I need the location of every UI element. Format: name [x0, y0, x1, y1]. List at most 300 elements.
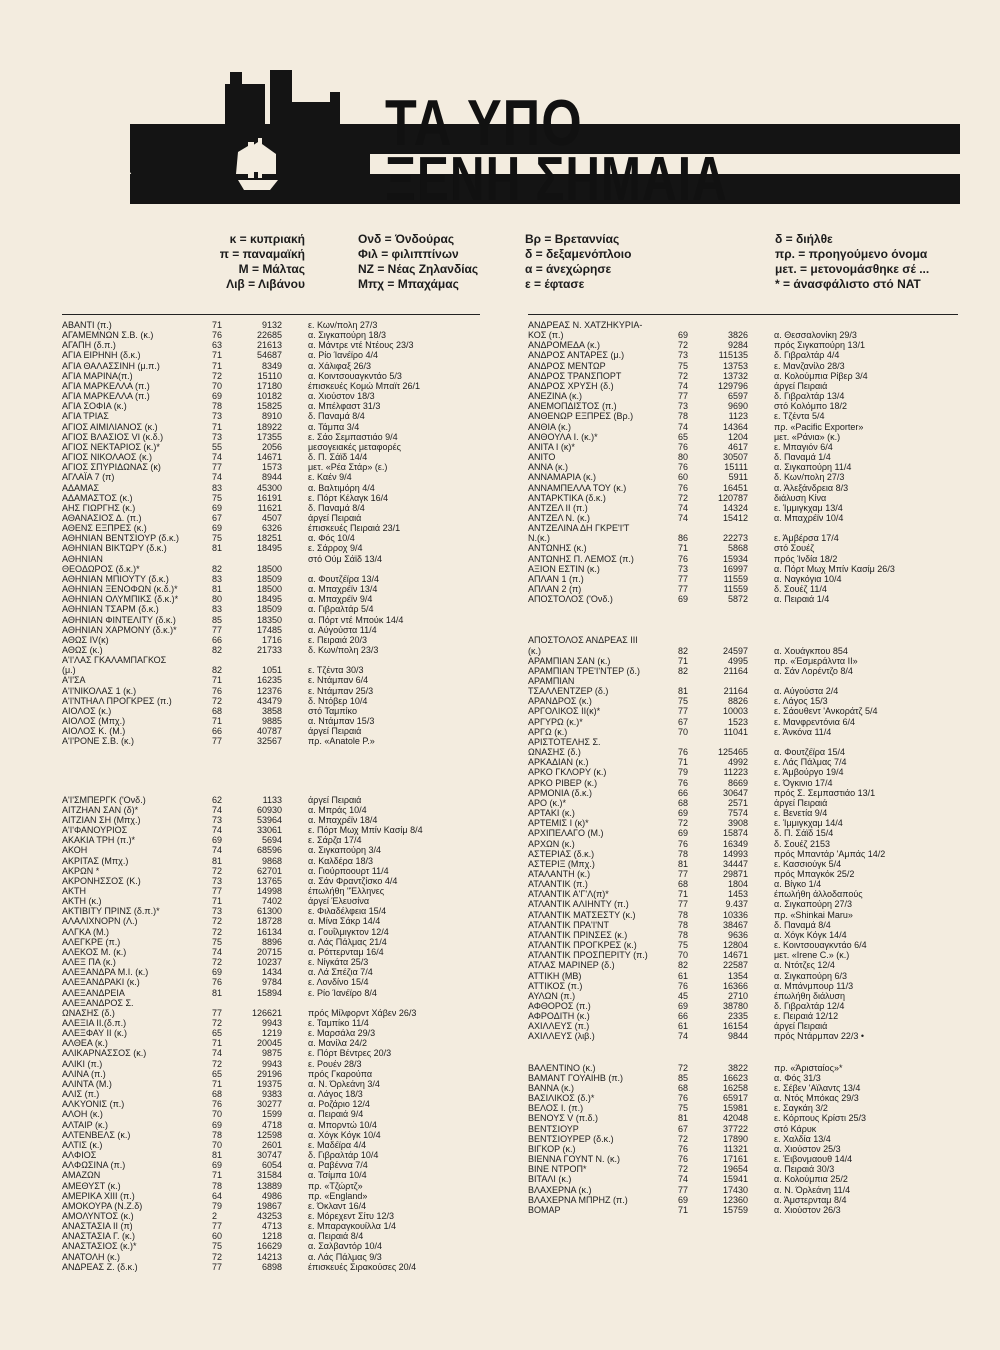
- ship-status: δ. Γιβραλτάρ 10/4: [308, 1150, 379, 1161]
- spacer: [282, 625, 308, 635]
- ship-row: [62, 554, 498, 564]
- spacer: [282, 1059, 308, 1069]
- ship-tonnage: 17485: [256, 624, 282, 635]
- ship-row: [62, 1059, 498, 1069]
- spacer: [282, 726, 308, 736]
- ship-name: ΑΝΔΡΟΣ ΤΡΑΝΣΠΟΡΤ: [528, 370, 622, 381]
- ship-status: ε. Τζέντα 5/4: [774, 411, 825, 422]
- ship-name: ΑΞΙΟΝ ΕΣΤΙΝ (κ.): [528, 563, 600, 574]
- ship-name: Α'Ι'ΝΤΗΑΛ ΠΡΟΓΚΡΕΣ (π.): [62, 695, 172, 706]
- ship-name: ΑΛΓΚΑ (Μ.): [62, 926, 109, 937]
- ship-name: ΑΓΑΠΗ (δ.π.): [62, 340, 116, 351]
- ship-name: ΑΚΤΗ (κ.): [62, 896, 102, 907]
- ship-tonnage: 12804: [722, 940, 748, 951]
- ship-status: α. Πειραιά 1/4: [774, 594, 830, 605]
- ship-tonnage: 129796: [717, 380, 748, 391]
- ship-name: ΑΡΤΑΚΙ (κ.): [528, 808, 575, 819]
- ship-status: πρός Ντάρμπαν 22/3 •: [774, 1031, 865, 1042]
- ship-row: [62, 675, 498, 685]
- ship-status: έπισκευές Πειραιά 23/1: [308, 523, 401, 534]
- ship-name: ΑΝΙΤΟ: [528, 452, 556, 463]
- ship-year: 60: [678, 472, 689, 483]
- ship-row: [528, 1164, 964, 1174]
- ship-name: Α'Ι'ΣΜΠΕΡΓΚ ('Ονδ.): [62, 794, 146, 805]
- ship-name: ΑΚΡΟΝΗΣΣΟΣ (Κ.): [62, 875, 141, 886]
- spacer: [282, 1221, 308, 1231]
- ship-year: 71: [678, 1204, 689, 1215]
- ship-status: α. Μπαχρέϊν 10/4: [774, 512, 844, 523]
- spacer: [282, 886, 308, 896]
- spacer: [282, 906, 308, 916]
- ship-tonnage: 32567: [256, 736, 282, 747]
- ship-tonnage: 12360: [722, 1194, 748, 1205]
- spacer: [282, 1120, 308, 1130]
- ship-tonnage: 68596: [256, 845, 282, 856]
- ship-status: ε. Νίγκάτα 25/3: [308, 957, 369, 968]
- ship-name: ΑΛΕΞΑΝΔΡΑΚΙ (κ.): [62, 977, 140, 988]
- spacer: [748, 1073, 774, 1083]
- ship-name: ΑΛΚΥΟΝΙΣ (π.): [62, 1099, 125, 1110]
- spacer: [748, 391, 774, 401]
- ship-row: [62, 1048, 498, 1058]
- spacer: [748, 1174, 774, 1184]
- spacer: [282, 472, 308, 482]
- ship-status: άργεί Πειραιά: [308, 512, 362, 523]
- ship-year: [212, 655, 238, 665]
- ship-row: [62, 815, 498, 825]
- ship-year: 78: [678, 929, 689, 940]
- ship-year: 66: [212, 634, 223, 645]
- spacer: [748, 1083, 774, 1093]
- ship-row: [62, 1130, 498, 1140]
- spacer: [748, 462, 774, 472]
- spacer: [748, 828, 774, 838]
- spacer: [748, 767, 774, 777]
- ship-tonnage: 13765: [256, 875, 282, 886]
- ship-row: [528, 1093, 964, 1103]
- ship-year: 66: [212, 726, 223, 737]
- spacer: [748, 350, 774, 360]
- ship-name: ΒΙΕΝΝΑ ΓΟΥΝΤ Ν. (κ.): [528, 1154, 621, 1165]
- ship-name: ΑΝΑΣΤΑΣΙΑ Γ. (κ.): [62, 1231, 135, 1242]
- ship-tonnage: 6898: [261, 1261, 282, 1272]
- legend-item: μετ. = μετονομάσθηκε σέ ...: [775, 262, 930, 276]
- ship-row: [62, 432, 498, 442]
- ship-year: 80: [678, 452, 689, 463]
- ship-row: [62, 1241, 498, 1251]
- ship-row: [62, 1008, 498, 1018]
- ship-status: δ. Γιβραλτάρ 13/4: [774, 391, 845, 402]
- ship-name: ΑΤΛΑΝΤΙΚ ΠΡΟΣΠΕΡΙΤΥ (π.): [528, 950, 648, 961]
- ship-tonnage: 4713: [261, 1221, 282, 1232]
- ship-status: α. Πειραιά 30/3: [774, 1164, 835, 1175]
- spacer: [748, 910, 774, 920]
- ship-row: [528, 472, 964, 482]
- ship-name: ΑΜΑΖΩΝ: [62, 1170, 101, 1181]
- ship-row: [528, 808, 964, 818]
- spacer: [748, 472, 774, 482]
- spacer: [282, 604, 308, 614]
- spacer: [748, 666, 774, 676]
- ship-tonnage: 12376: [256, 685, 282, 696]
- ship-row: [62, 483, 498, 493]
- ship-row: [62, 1160, 498, 1170]
- ship-row: [528, 564, 964, 574]
- ship-row: [62, 886, 498, 896]
- ship-name: ΑΚΟΗ: [62, 845, 88, 856]
- ship-tonnage: 1133: [262, 794, 282, 805]
- ship-tonnage: 1804: [727, 879, 748, 890]
- ship-status: α. Ν. Όρλεάνη 3/4: [308, 1078, 380, 1089]
- ship-name: ΑΚΤΙΒΙΤΥ ΠΡΙΝΣ (δ.π.)*: [62, 906, 160, 917]
- ship-status: α. Μπαχρέϊν 18/4: [308, 814, 378, 825]
- ship-tonnage: 30747: [256, 1150, 282, 1161]
- ship-row: [528, 594, 964, 604]
- ship-status: [774, 635, 964, 645]
- ship-tonnage: [704, 635, 748, 645]
- ship-status: α. Σάν Φραντζίσκο 4/4: [308, 875, 398, 886]
- spacer: [282, 462, 308, 472]
- ship-status: α. Ντάμπαν 15/3: [308, 716, 375, 727]
- ship-row: [62, 452, 498, 462]
- ship-row: [528, 798, 964, 808]
- ship-year: 77: [212, 1007, 223, 1018]
- spacer: [282, 1109, 308, 1119]
- ship-name: ΑΝΤΩΝΗΣ Π. ΛΕΜΟΣ (π.): [528, 553, 634, 564]
- ship-row: [62, 462, 498, 472]
- spacer: [282, 1201, 308, 1211]
- ship-tonnage: 18251: [256, 533, 282, 544]
- ship-year: 83: [212, 573, 223, 584]
- ship-year: 71: [678, 757, 689, 768]
- ship-year: 76: [678, 980, 689, 991]
- ship-tonnage: 38467: [722, 919, 748, 930]
- ship-year: 69: [212, 502, 223, 513]
- spacer: [748, 411, 774, 421]
- ship-name: ΑΚΑΚΙΑ ΤΡΗ (π.)*: [62, 835, 136, 846]
- spacer: [282, 533, 308, 543]
- ship-status: δ. Σουέζ 11/4: [774, 584, 827, 595]
- ship-tonnage: 8896: [261, 936, 282, 947]
- ship-block: [62, 320, 498, 747]
- ship-row: [528, 1113, 964, 1123]
- ship-year: 74: [212, 825, 223, 836]
- ship-year: 75: [212, 492, 223, 503]
- ship-name: ΑΜΟΛΥΝΤΟΣ (κ.): [62, 1210, 134, 1221]
- ship-name: ΘΕΟΔΩΡΟΣ (δ.κ.)*: [62, 563, 140, 574]
- ship-row: [528, 889, 964, 899]
- ship-name: ΑΡΚΟ ΡΙΒΕΡ (κ.): [528, 777, 598, 788]
- ship-name: ΑΛΤΙΣ (κ.): [62, 1139, 103, 1150]
- spacer: [748, 960, 774, 970]
- ship-name: ΑΙΟΛΟΣ (Μπχ.): [62, 716, 126, 727]
- ship-name: ΒΑΜΑΝΤ ΓΟΥΑΙΗΒ (π.): [528, 1072, 624, 1083]
- spacer: [748, 839, 774, 849]
- ship-name: ΑΓΙΑ ΤΡΙΑΣ: [62, 411, 109, 422]
- ship-status: δ. Κων/πολη 23/3: [308, 645, 379, 655]
- ship-status: α. Βαλτιμόρη 4/4: [308, 482, 375, 493]
- ship-status: ε. Μπαραγκουίλλα 1/4: [308, 1221, 397, 1232]
- ship-name: ΑΝΕΖΙΝΑ (κ.): [528, 391, 583, 402]
- ship-row: [62, 523, 498, 533]
- ship-status: α. Σιγκαπούρη 6/3: [774, 970, 848, 981]
- ship-tonnage: 16235: [256, 675, 282, 686]
- ship-year: 81: [212, 855, 223, 866]
- ship-tonnage: 17890: [722, 1133, 748, 1144]
- ship-tonnage: [704, 523, 748, 533]
- ship-status: στό Ούμ Σάϊδ 13/4: [308, 553, 383, 564]
- ship-row: [62, 1231, 498, 1241]
- ship-year: 72: [212, 1058, 223, 1069]
- ship-status: α. Σάν Λορέντζο 8/4: [774, 665, 853, 676]
- spacer: [282, 1262, 308, 1272]
- ship-year: 68: [678, 797, 689, 808]
- ship-year: 81: [678, 1113, 689, 1124]
- ship-status: [774, 676, 964, 686]
- ship-tonnage: 37722: [722, 1123, 748, 1134]
- spacer: [282, 795, 308, 805]
- ship-year: 77: [212, 462, 223, 473]
- ship-status: α. Τσίμπα 10/4: [308, 1170, 367, 1181]
- ship-year: 74: [212, 946, 223, 957]
- ship-year: 76: [678, 1154, 689, 1165]
- ship-name: ΑΘΗΝΙΑΝ: [62, 553, 103, 564]
- ship-row: [62, 686, 498, 696]
- ship-year: 63: [212, 340, 223, 351]
- ship-row: [62, 594, 498, 604]
- ship-tonnage: 24597: [722, 645, 748, 656]
- ship-row: [62, 977, 498, 987]
- ship-tonnage: 6597: [727, 391, 748, 402]
- ship-status: άργεί Πειραιά: [774, 380, 828, 391]
- spacer: [748, 778, 774, 788]
- ship-status: α. Ρίο Ίανέϊρο 4/4: [308, 350, 379, 361]
- ship-year: 81: [212, 584, 223, 595]
- ship-row: [62, 998, 498, 1008]
- ship-name: ΑΣΤΕΡΙΑΣ (δ.κ.): [528, 848, 595, 859]
- ship-tonnage: [238, 655, 282, 665]
- ship-list-right: [528, 320, 964, 1215]
- ship-row: [528, 523, 964, 533]
- spacer: [282, 1130, 308, 1140]
- ship-status: έπωλήθη διάλυση: [774, 990, 845, 1001]
- spacer: [748, 330, 774, 340]
- ship-tonnage: 7574: [727, 808, 748, 819]
- ship-row: [62, 696, 498, 706]
- ship-status: ε. Ντάμπαν 25/3: [308, 685, 374, 696]
- spacer: [748, 554, 774, 564]
- ship-row: [528, 910, 964, 920]
- spacer: [748, 869, 774, 879]
- ship-row: [528, 503, 964, 513]
- spacer: [282, 330, 308, 340]
- ship-name: ΑΛΕΞΑΝΔΡΟΣ Σ.: [62, 997, 134, 1008]
- ship-row: [528, 371, 964, 381]
- ship-row: [62, 1252, 498, 1262]
- spacer: [282, 967, 308, 977]
- legend-item: Βρ = Βρεταννίας: [525, 232, 620, 246]
- ship-year: 76: [678, 482, 689, 493]
- ship-year: 71: [212, 1078, 223, 1089]
- ship-row: [528, 1134, 964, 1144]
- ship-year: 45: [678, 990, 689, 1001]
- ship-year: 82: [678, 665, 689, 676]
- ship-year: 77: [212, 624, 223, 635]
- ship-year: 69: [678, 828, 689, 839]
- ship-tonnage: 9844: [727, 1031, 748, 1042]
- ship-status: α. Μάντρε ντέ Ντέους 23/3: [308, 340, 414, 351]
- ship-name: ΑΝΤΖΕΛ ΙΙ (π.): [528, 502, 588, 513]
- ship-year: 76: [678, 553, 689, 564]
- spacer: [748, 361, 774, 371]
- spacer: [748, 930, 774, 940]
- ship-name: ΑΛΙΝΤΑ (Μ.): [62, 1078, 112, 1089]
- ship-year: 77: [678, 868, 689, 879]
- ship-tonnage: 13732: [722, 370, 748, 381]
- ship-row: [62, 1262, 498, 1272]
- ship-status: δ. Π. Σάϊδ 15/4: [774, 828, 834, 839]
- ship-row: [62, 604, 498, 614]
- spacer: [748, 513, 774, 523]
- ship-name: ΑΚΡΙΤΑΣ (Μπχ.): [62, 855, 129, 866]
- ship-status: ε. Πόρτ Μωχ Μπίν Κασίμ 8/4: [308, 825, 423, 836]
- ship-name: ΑΛΕΞ ΠΑ (κ.): [62, 957, 116, 968]
- ship-row: [528, 899, 964, 909]
- ship-year: 76: [678, 1093, 689, 1104]
- spacer: [282, 1150, 308, 1160]
- ship-name: ΑΧΙΛΛΕΥΣ (λιβ.): [528, 1031, 595, 1042]
- ship-row: [528, 1063, 964, 1073]
- ship-status: α. Ραβέννα 7/4: [308, 1160, 368, 1171]
- ship-year: 82: [678, 645, 689, 656]
- spacer: [748, 818, 774, 828]
- ship-year: 72: [212, 916, 223, 927]
- ship-name: ΑΛΕΚΟΣ Μ. (κ.): [62, 946, 127, 957]
- spacer: [282, 371, 308, 381]
- ship-tonnage: 21733: [256, 645, 282, 655]
- ship-row: [62, 805, 498, 815]
- ship-name: ΑΗΣ ΓΙΩΡΓΗΣ (κ.): [62, 502, 136, 513]
- ship-tonnage: 1354: [727, 970, 748, 981]
- ship-row: [62, 655, 498, 665]
- ship-name: ΑΓΙΟΣ ΒΛΑΣΙΟΣ VI (κ.δ.): [62, 431, 164, 442]
- ship-name: ΑΙΤΖΙΑΝ ΣΗ (Μπχ.): [62, 814, 141, 825]
- ship-row: [62, 543, 498, 553]
- ship-name: ΑΘΕΝΣ ΕΞΠΡΕΣ (κ.): [62, 523, 147, 534]
- ship-tonnage: 8826: [727, 696, 748, 707]
- ship-tonnage: 7402: [261, 896, 282, 907]
- spacer: [282, 1160, 308, 1170]
- ship-year: 68: [212, 1089, 223, 1100]
- ship-year: 62: [212, 794, 223, 805]
- ship-name: ΑΙΟΛΟΣ Κ. (Μ.): [62, 726, 126, 737]
- ship-name: ΒΙΓΚΟΡ (κ.): [528, 1143, 576, 1154]
- ship-year: 70: [678, 726, 689, 737]
- ship-status: α. Κοιντσουαγκντάο 5/3: [308, 370, 402, 381]
- ship-status: α. Αύγούστα 2/4: [774, 686, 839, 697]
- ship-year: 64: [212, 1190, 223, 1201]
- ship-tonnage: 43253: [256, 1210, 282, 1221]
- ship-row: [528, 950, 964, 960]
- ship-year: 69: [212, 523, 223, 534]
- ship-status: πρός Γκαρούπα: [308, 1068, 373, 1079]
- ship-status: α. Γιούρποουρτ 11/4: [308, 865, 389, 876]
- ship-year: 81: [678, 858, 689, 869]
- ship-year: 77: [678, 899, 689, 910]
- ship-year: 74: [212, 452, 223, 463]
- spacer: [282, 845, 308, 855]
- ship-row: [528, 1083, 964, 1093]
- ship-tonnage: 62701: [256, 865, 282, 876]
- ship-year: 72: [678, 1164, 689, 1175]
- ship-tonnage: 5694: [261, 835, 282, 846]
- ship-name: ΑΝΔΡΕΑΣ Ν. ΧΑΤΖΗΚΥΡΙΑ-: [528, 320, 643, 330]
- spacer: [748, 543, 774, 553]
- ship-year: 76: [212, 977, 223, 988]
- ship-status: α. Φουτζέϊρα 13/4: [308, 573, 380, 584]
- ship-tonnage: [238, 998, 282, 1008]
- ship-status: ε. Μανφρεντόνια 6/4: [774, 716, 855, 727]
- ship-year: 81: [212, 1150, 223, 1161]
- spacer: [282, 340, 308, 350]
- ship-year: 79: [212, 1200, 223, 1211]
- spacer: [748, 493, 774, 503]
- ship-tonnage: 9383: [261, 1089, 282, 1100]
- ship-row: [528, 666, 964, 676]
- ship-year: 74: [678, 1031, 689, 1042]
- ship-tonnage: 16629: [256, 1241, 282, 1252]
- spacer: [748, 1164, 774, 1174]
- ship-row: [62, 845, 498, 855]
- spacer: [748, 533, 774, 543]
- ship-tonnage: 9875: [261, 1048, 282, 1059]
- spacer: [748, 808, 774, 818]
- ship-name: ΒΑΝΝΑ (κ.): [528, 1082, 575, 1093]
- ship-tonnage: 2710: [727, 990, 748, 1001]
- ship-row: [62, 1079, 498, 1089]
- ship-year: 69: [212, 1119, 223, 1130]
- spacer: [282, 916, 308, 926]
- ship-row: [62, 1109, 498, 1119]
- ship-name: ΑΝΔΡΟΣ ΧΡΥΣΗ (δ.): [528, 380, 614, 391]
- ship-year: 75: [678, 696, 689, 707]
- ship-status: πρ. «Anatole P.»: [308, 736, 375, 747]
- ship-tonnage: 8669: [727, 777, 748, 788]
- ship-row: [62, 957, 498, 967]
- ship-name: ΑΓΙΑ ΘΑΛΑΣΣΙΝΗ (μ.π.): [62, 360, 160, 371]
- ship-tonnage: 6326: [261, 523, 282, 534]
- ship-year: 74: [678, 512, 689, 523]
- ship-name: ΑΘΗΝΙΑΝ ΦΙΝΤΕΛΙΤΥ (δ.κ.): [62, 614, 176, 625]
- ship-block: [528, 320, 964, 604]
- ship-tonnage: 9784: [261, 977, 282, 988]
- ship-tonnage: 16997: [722, 563, 748, 574]
- ship-year: 71: [212, 716, 223, 727]
- ship-tonnage: 18495: [256, 594, 282, 605]
- ship-year: 77: [678, 573, 689, 584]
- ship-tonnage: 120787: [717, 492, 748, 503]
- ship-status: έπισκευές Σιρακούσες 20/4: [308, 1261, 417, 1272]
- ship-status: ε. Πόρτ Κέλαγκ 16/4: [308, 492, 389, 503]
- ship-name: ΑΔΑΜΑΣ: [62, 482, 100, 493]
- ship-row: [62, 625, 498, 635]
- ship-status: πρός Μπαντάρ 'Αμπάς 14/2: [774, 848, 886, 859]
- ship-tonnage: 15894: [256, 987, 282, 998]
- ship-tonnage: 15111: [724, 462, 748, 473]
- ship-year: 69: [678, 330, 689, 341]
- ship-tonnage: 54687: [256, 350, 282, 361]
- spacer: [282, 503, 308, 513]
